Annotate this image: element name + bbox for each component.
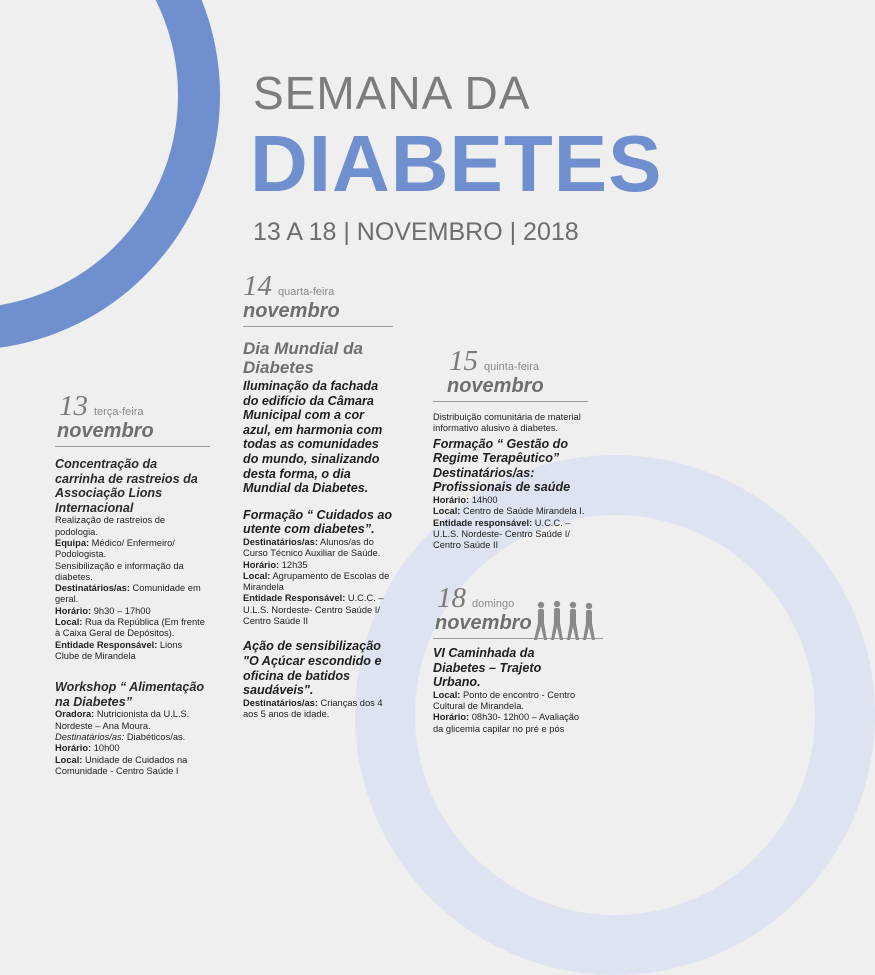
day-number: 13 [59, 390, 88, 422]
event-line: Destinatários/as: Crianças dos 4 aos 5 anos de idade. [243, 697, 383, 719]
event-title: Formação “ Gestão do Regime Terapêutico” Destinatários/as: Profissionais de saúde [433, 436, 571, 495]
day-number: 18 [437, 582, 466, 614]
column-15 [433, 412, 588, 551]
event-line: Local: Rua da República (Em frente à Caixa Geral de Depósitos). [55, 617, 205, 639]
event-title: Workshop “ Alimentação na Diabetes” [55, 680, 205, 709]
day-header-13 [55, 390, 210, 447]
day-header-15 [433, 345, 588, 402]
event-line: Entidade Responsável: Lions Clube de Mirandela [55, 639, 183, 661]
day-number: 14 [243, 270, 272, 302]
day-weekday: quinta-feira [484, 361, 540, 373]
event-line: Horário: 08h30- 12h00 – Avaliação da glicemia capilar no pré e pós [433, 712, 580, 734]
title-line-1: SEMANA DA [253, 67, 531, 119]
event-title: Concentração da carrinha de rastreios da Associação Lions Internacional [55, 457, 198, 515]
event-description: Iluminação da fachada do edifício da Câmara Municipal com a cor azul, em harmonia com todas as comunidades do mundo, sinalizando desta forma, o dia Mundial da Diabetes. [243, 379, 383, 496]
event-line: Entidade responsável: U.C.C. – U.L.S. Nordeste- Centro Saúde I/ Centro Saúde II [433, 517, 571, 551]
event-line: Local: Ponto de encontro - Centro Cultural de Mirandela. [433, 689, 576, 712]
event-line: Entidade Responsável: U.C.C. – U.L.S. Nordeste- Centro Saúde I/ Centro Saúde II [243, 593, 384, 627]
event-line: Realização de rastreios de podologia. [55, 515, 166, 537]
event-title: Formação “ Cuidados ao utente com diabetes”. [243, 507, 393, 537]
event-line: Destinatários/as: Alunos/as do Curso Técnico Auxiliar de Saúde. [243, 536, 381, 559]
day-weekday: terça-feira [94, 406, 144, 418]
event-line: Equipa: Médico/ Enfermeiro/ Podologista. [55, 537, 175, 560]
event-title: Dia Mundial da Diabetes [243, 339, 363, 377]
event-line: Destinatários/as: Diabéticos/as. [55, 732, 186, 743]
day-month: novembro [435, 612, 532, 634]
event-line: Local: Agrupamento de Escolas de Mirandela [243, 570, 390, 593]
event-line: Distribuição comunitária de material informativo alusivo à diabetes. [433, 412, 581, 434]
event-line: Horário: 14h00 [433, 494, 498, 505]
event-line: Horário: 10h00 [55, 743, 120, 754]
column-18 [433, 640, 588, 735]
event-line: Horário: 9h30 – 17h00 [55, 605, 151, 616]
event-line: Destinatários/as: Comunidade em geral. [55, 583, 201, 605]
day-month: novembro [57, 420, 154, 442]
event-dates: 13 A 18 | NOVEMBRO | 2018 [253, 218, 579, 246]
column-14 [243, 331, 393, 720]
event-line: Local: Centro de Saúde Mirandela I. [433, 506, 585, 517]
decorative-ring [0, 0, 220, 350]
day-weekday: domingo [472, 598, 515, 610]
day-month: novembro [447, 375, 544, 397]
event-title: Ação de sensibilização "O Açúcar escondido e oficina de batidos saudáveis". [243, 639, 382, 698]
event-title: VI Caminhada da Diabetes – Trajeto Urbano. [433, 646, 542, 690]
title-line-2: DIABETES [250, 119, 663, 208]
event-line: Sensibilização e informação da diabetes. [55, 560, 184, 582]
day-month: novembro [243, 300, 340, 322]
day-header-14 [243, 270, 393, 327]
event-line: Local: Unidade de Cuidados na Comunidade - Centro Saúde I [55, 754, 188, 776]
walkers-icon [533, 600, 603, 642]
column-13 [55, 451, 205, 777]
event-line: Oradora: Nutricionista da U.L.S. Nordeste – Ana Moura. [55, 709, 190, 731]
day-number: 15 [449, 345, 478, 377]
day-weekday: quarta-feira [278, 286, 335, 298]
event-line: Horário: 12h35 [243, 559, 308, 570]
